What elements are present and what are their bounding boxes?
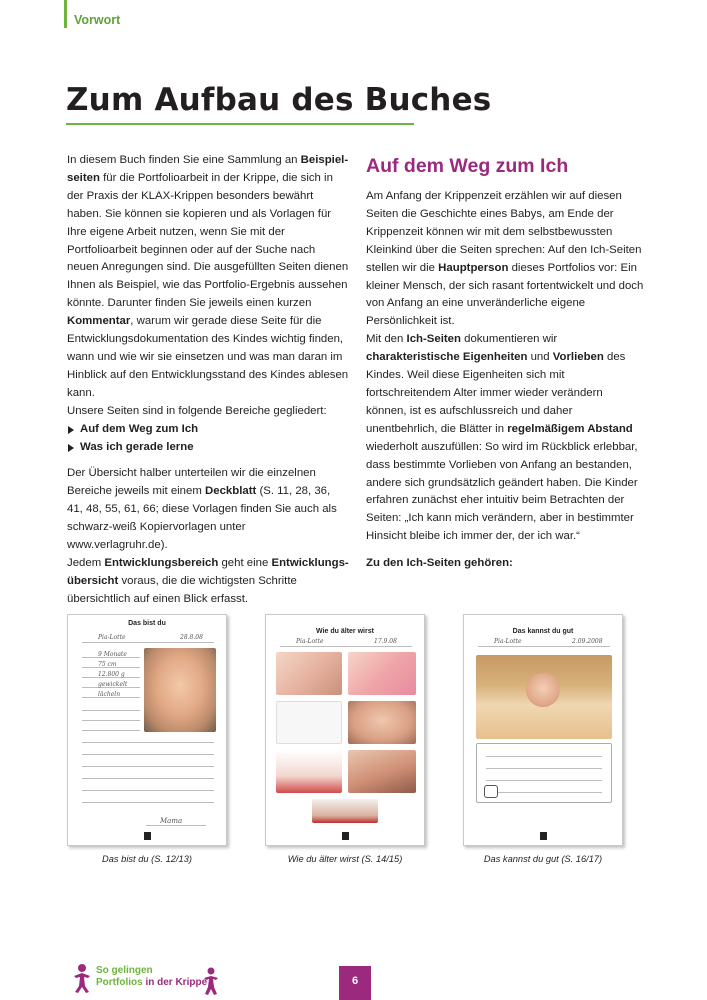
bullet-item: Auf dem Weg zum Ich [67,421,349,439]
bullet-item: Was ich gerade lerne [67,439,349,457]
deckblatt-paragraph: Der Übersicht halber unterteilen wir die einzelnen Bereiche jeweils mit einem Deckblatt (S. 11, 28, 36, 41, 48, 55, 61, 66; diese Vorlagen finden Sie auch als schwarz-weiß Kopiervorlagen unter www.verlagruhr.de). [67,467,337,552]
ich-seiten-list-heading: Zu den Ich-Seiten gehören: [366,557,513,570]
empty-photo-slot [276,701,342,744]
sitting-child-photo [312,799,378,823]
ich-seiten-paragraph: Mit den Ich-Seiten dokumentieren wir charakteristische Eigenheiten und Vorlieben des Kindes. Weil diese Eigenheiten sich mit fortschreitendem Alter immer wieder verändern können, ist es aufschlussreich und daher unentbehrlich, die Blätter in regelmäßigem Abstand wiederholt auszufüllen: So wird im Rückblick erlebbar, dass bestimmte Vorlieben von Anfang an bestanden, andere sich grundsätzlich geändert haben. Die Kinder erfahren zunächst eher intuitiv beim Betrachten der Seiten: „Ich kann mich verändern, aber in bestimmter Hinsicht bleibe ich immer der, der ich war.“ [366,333,638,543]
baby-blanket-photo [348,652,416,695]
child-figure-icon [70,962,94,994]
section-marker [64,0,67,28]
child-face [526,673,560,707]
thumbnail-caption: Wie du älter wirst (S. 14/15) [287,854,403,864]
toddler-smile-photo [348,750,416,793]
left-column [67,152,349,609]
thumbnail-page-marker [144,832,151,840]
title-underline [66,123,414,125]
toddler-red-photo [276,750,342,793]
thumbnail-page-marker [540,832,547,840]
right-column [366,152,646,573]
thumbnail-page-marker [342,832,349,840]
section-heading: Auf dem Weg zum Ich [366,155,569,177]
thumbs-up-icon [484,785,498,798]
section-label: Vorwort [74,13,121,27]
overview-paragraph: Jedem Entwicklungsbereich geht eine Entwicklungs-übersicht voraus, die die wichtigsten Schritte übersichtlich auf einen Blick erfasst. [67,556,349,605]
thumbnail-title: Das bist du [128,620,166,627]
thumbnail-title: Das kannst du gut [512,628,574,635]
newborn-photo [276,652,342,695]
baby-photo [144,648,216,732]
thumbnail-das-kannst-du-gut: Das kannst du gut Pia-Lotte 2.09.2008 [463,614,623,846]
thumbnail-das-bist-du: Das bist du Pia-Lotte 28.8.08 9 Monate 75 cm 12.800 g gewickelt lächeln Mama [67,614,227,846]
book-brand-logo: So gelingen Portfolios in der Krippe [70,962,200,996]
sections-intro: Unsere Seiten sind in folgende Bereiche gegliedert: [67,404,327,417]
intro-paragraph: In diesem Buch finden Sie eine Sammlung an Beispiel-seiten für die Portfolioarbeit in der Krippe, die sich in der Praxis der KLAX-Krippen besonders bewährt haben. Sie können sie kopieren und als Vorlagen für Ihre eigene Arbeit nutzen, wenn Sie mit der Portfolioarbeit beginnen oder auf der Suche nach neuen Anregungen sind. Die ausgefüllten Seiten dienen Ihnen als Beispiel, wie das Portfolio-Ergebnis aussehen könnte. Darunter finden Sie jeweils einen kurzen Kommentar, warum wir gerade diese Seite für die Entwicklungsdokumentation des Kindes wichtig finden, wann und wie wir sie einsetzen und was man daran im Hinblick auf den Entwicklungsstand des Kindes ablesen kann. [67,154,349,399]
page-number: 6 [339,966,371,1000]
child-figure-icon [202,966,220,996]
page-title: Zum Aufbau des Buches [66,82,492,118]
thumbnail-caption: Das kannst du gut (S. 16/17) [483,854,603,864]
thumbnail-wie-du-aelter-wirst: Wie du älter wirst Pia-Lotte 17.9.08 [265,614,425,846]
ich-intro-paragraph: Am Anfang der Krippenzeit erzählen wir auf diesen Seiten die Geschichte eines Babys, am Ende der Krippenzeit können wir mit dem selbstbewussten Kleinkind über die Seiten sprechen: Auf den Ich-Seiten stellen wir die Hauptperson dieses Portfolios vor: Ein kleiner Mensch, der sich rasant fortentwickelt und doch von Anfang an eine unveränderliche eigene Persönlichkeit ist. [366,190,644,328]
thumbnail-title: Wie du älter wirst [316,628,374,635]
thumbnail-caption: Das bist du (S. 12/13) [102,854,192,864]
signature: Mama [160,817,183,825]
baby-portrait-photo [348,701,416,744]
